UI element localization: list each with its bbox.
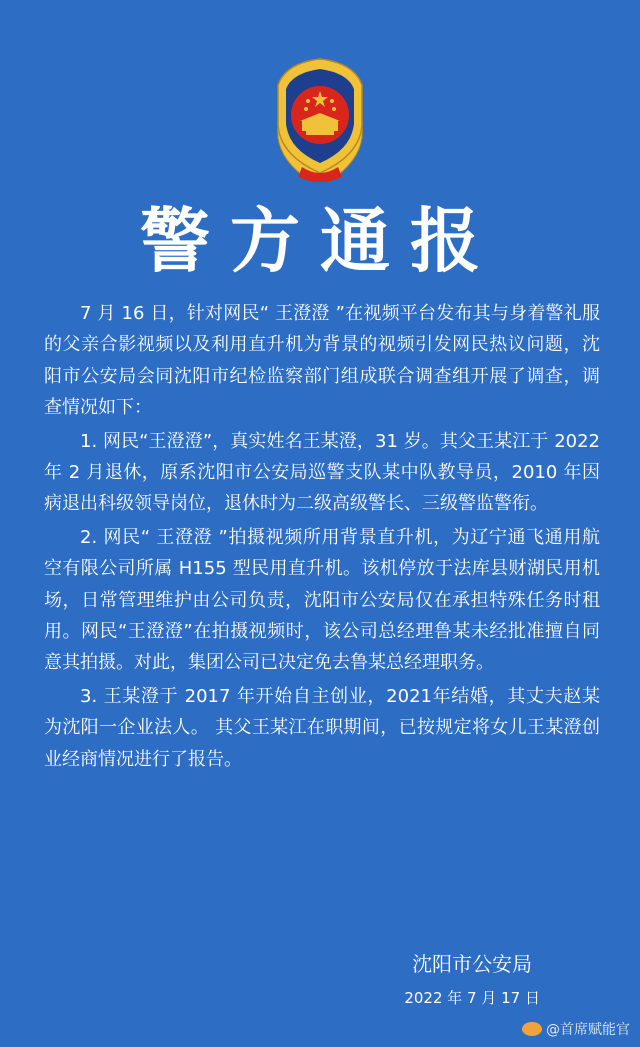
notice-body bbox=[44, 298, 600, 777]
signature-block bbox=[404, 950, 540, 1010]
paragraph-item-2: 2. 网民“ 王澄澄 ”拍摄视频所用背景直升机，为辽宁通飞通用航空有限公司所属 H155 型民用直升机。该机停放于法库县财湖民用机场，日常管理维护由公司负责，沈阳市公安局仅在承担特殊任务时租用。网民“王澄澄”在拍摄视频时，该公司总经理鲁某未经批准擅自同意其拍摄。对此，集团公司已决定免去鲁某总经理职务。 bbox=[44, 526, 600, 674]
paragraph-item-3: 3. 王某澄于 2017 年开始自主创业，2021年结婚，其丈夫赵某为沈阳一企业法人。 其父王某江在职期间，已按规定将女儿王某澄创业经商情况进行了报告。 bbox=[44, 685, 600, 770]
paragraph-intro: 7 月 16 日，针对网民“ 王澄澄 ”在视频平台发布其与身着警礼服的父亲合影视频以及利用直升机为背景的视频引发网民热议问题，沈阳市公安局会同沈阳市纪检监察部门组成联合调查组开展了调查，调查情况如下： bbox=[44, 303, 600, 419]
page-title: 警方通报 bbox=[140, 199, 500, 282]
watermark bbox=[522, 1019, 630, 1039]
paragraph-item-1: 1. 网民“王澄澄”，真实姓名王某澄，31 岁。其父王某江于 2022 年 2 月退休，原系沈阳市公安局巡警支队某中队教导员，2010 年因病退出科级领导岗位，退休时为二级高级警长、三级警监警衔。 bbox=[44, 430, 600, 515]
signature-org: 沈阳市公安局 bbox=[412, 952, 533, 976]
signature-date: 2022 年 7 月 17 日 bbox=[404, 989, 540, 1007]
weibo-icon bbox=[522, 1022, 542, 1036]
police-emblem-icon bbox=[262, 55, 378, 187]
watermark-text: @首席赋能官 bbox=[546, 1022, 630, 1038]
